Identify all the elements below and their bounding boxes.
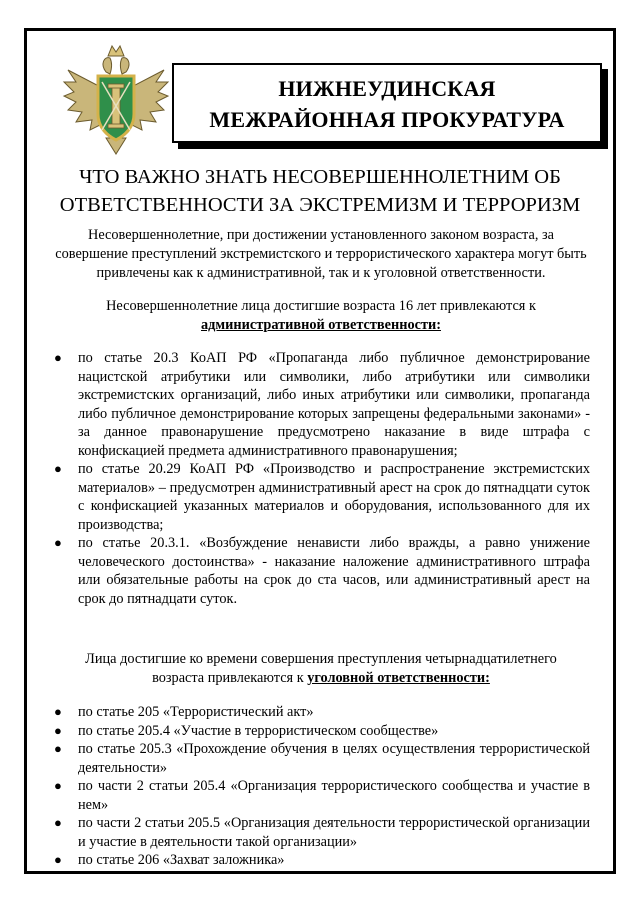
office-title-line-1: НИЖНЕУДИНСКАЯ <box>278 76 496 101</box>
heading-line-2: ОТВЕТСТВЕННОСТИ ЗА ЭКСТРЕМИЗМ И ТЕРРОРИЗМ <box>59 194 581 216</box>
list-item: ● по части 2 статьи 205.5 «Организация деятельности террористической организации и участие в деятельности такой организации» <box>54 815 590 850</box>
bullet-icon: ● <box>54 741 62 756</box>
intro-line-2: совершение преступлений экстремистского и террористического характера могут быть <box>55 246 587 262</box>
heading-line-1: ЧТО ВАЖНО ЗНАТЬ НЕСОВЕРШЕННОЛЕТНИМ ОБ <box>79 166 561 188</box>
list-item: ● по статье 20.3 КоАП РФ «Пропаганда либо публичное демонстрирование нацистской атрибутики или символики, либо атрибутики или символики экстремистских организаций, либо иных атрибутики или символики, пропаганда либо публичное демонстрирование которых запрещены федеральными законами» - за данное правонарушение предусмотрено наказание в виде штрафа с конфискацией предмета административного правонарушения; <box>54 350 590 459</box>
list-item: ● по статье 206 «Захват заложника» <box>54 852 285 868</box>
criminal-lead-line-1: Лица достигшие ко времени совершения преступления четырнадцатилетнего <box>85 651 557 667</box>
admin-lead-paragraph <box>38 297 604 335</box>
bullet-icon: ● <box>54 852 62 867</box>
criminal-lead-paragraph <box>38 650 604 688</box>
bullet-icon: ● <box>54 350 62 365</box>
office-title-line-2: МЕЖРАЙОННАЯ ПРОКУРАТУРА <box>209 107 565 132</box>
admin-offense-list <box>54 349 590 608</box>
bullet-icon: ● <box>54 535 62 550</box>
list-item: ● по статье 205.3 «Прохождение обучения в целях осуществления террористической деятельности» <box>54 741 590 776</box>
admin-responsibility-emphasis: административной ответственности: <box>201 317 441 333</box>
bullet-icon: ● <box>54 461 62 476</box>
intro-paragraph <box>38 226 604 283</box>
list-item: ● по статье 205 «Террористический акт» <box>54 704 314 720</box>
admin-lead-text: Несовершеннолетние лица достигшие возраста 16 лет привлекаются к <box>106 298 536 314</box>
document-heading <box>40 163 600 219</box>
intro-line-3: привлечены как к административной, так и к уголовной ответственности. <box>96 265 546 281</box>
list-item: ● по статье 20.29 КоАП РФ «Производство и распространение экстремистских материалов» – предусмотрен административный арест на срок до пятнадцати суток с конфискацией указанных материалов и оборудования, использованного для их производства; <box>54 461 590 533</box>
prosecutor-emblem-icon <box>60 42 172 160</box>
bullet-icon: ● <box>54 815 62 830</box>
bullet-icon: ● <box>54 704 62 719</box>
criminal-lead-line-2: возраста привлекаются к <box>152 670 304 686</box>
bullet-icon: ● <box>54 722 62 738</box>
office-title-box <box>172 63 602 143</box>
bullet-icon: ● <box>54 778 62 793</box>
criminal-offense-list <box>54 703 590 870</box>
intro-line-1: Несовершеннолетние, при достижении установленного законом возраста, за <box>88 227 554 243</box>
list-item: ● по статье 20.3.1. «Возбуждение ненависти либо вражды, а равно унижение человеческого достоинства» - наказание наложение административного штрафа или обязательные работы на срок до ста часов, или административный арест на срок до пятнадцати суток. <box>54 535 590 607</box>
criminal-responsibility-emphasis: уголовной ответственности: <box>307 670 490 686</box>
list-item: ● по части 2 статьи 205.4 «Организация террористического сообщества и участие в нем» <box>54 778 590 813</box>
list-item: ● по статье 205.4 «Участие в террористическом сообществе» <box>54 722 439 739</box>
